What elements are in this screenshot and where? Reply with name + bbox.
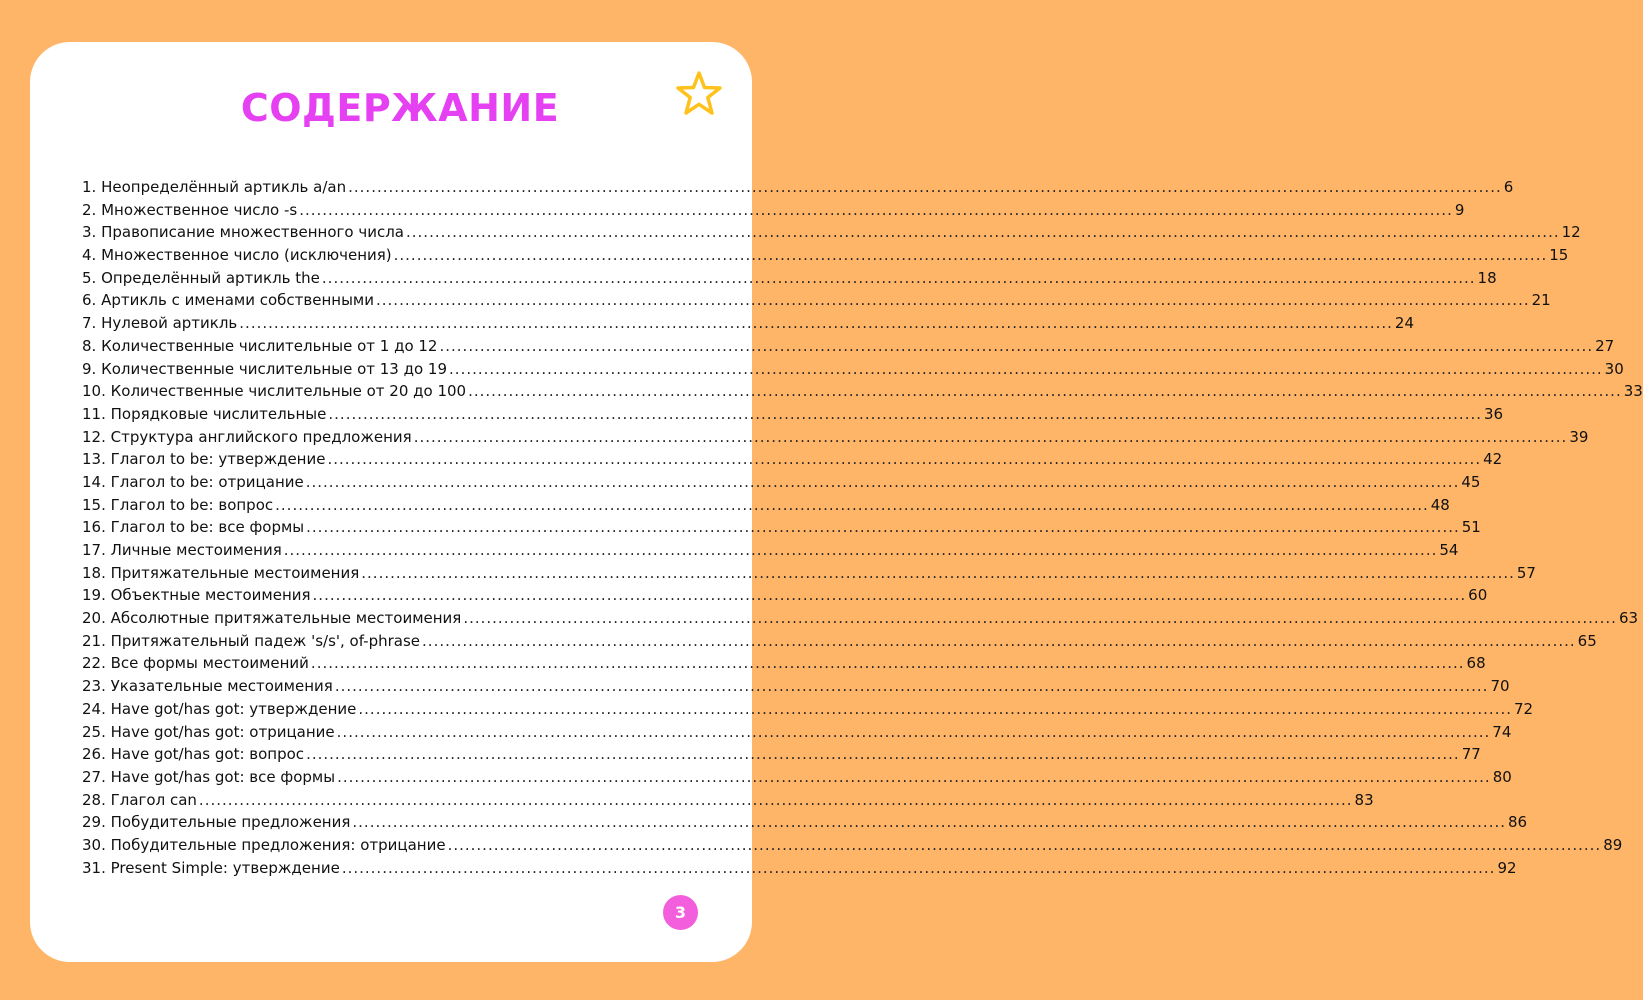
toc-dot-leader: ........................................................................................................................................................................................................ bbox=[348, 178, 1502, 196]
toc-entry-page: 86 bbox=[1508, 813, 1528, 832]
toc-entry-title: 20. Абсолютные притяжательные местоимения bbox=[82, 609, 462, 628]
toc-entry[interactable] bbox=[82, 246, 1569, 269]
toc-entry-title: 18. Притяжательные местоимения bbox=[82, 563, 360, 582]
toc-entry[interactable] bbox=[82, 541, 1459, 564]
toc-entry-title: 26. Have got/has got: вопрос bbox=[82, 745, 305, 764]
toc-entry[interactable] bbox=[82, 699, 1534, 723]
toc-dot-leader: ........................................................................................................................................................................................................ bbox=[321, 268, 1476, 287]
toc-dot-leader: ........................................................................................................................................................................................................ bbox=[468, 382, 1622, 401]
toc-entry-title: 31. Present Simple: утверждение bbox=[82, 858, 340, 877]
toc-entry-title: 25. Have got/has got: отрицание bbox=[82, 722, 335, 741]
toc-dot-leader: ........................................................................................................................................................................................................ bbox=[305, 472, 1460, 491]
page-title: СОДЕРЖАНИЕ bbox=[240, 86, 560, 130]
toc-entry[interactable] bbox=[82, 631, 1597, 655]
toc-entry-page: 15 bbox=[1549, 246, 1569, 265]
toc-entry[interactable] bbox=[82, 268, 1497, 292]
toc-entry-page: 77 bbox=[1461, 745, 1481, 764]
toc-entry[interactable] bbox=[82, 790, 1374, 814]
toc-entry[interactable] bbox=[82, 767, 1512, 791]
toc-entry-title: 21. Притяжательный падеж 's/s', of-phrase bbox=[82, 631, 421, 650]
toc-entry-page: 9 bbox=[1454, 200, 1465, 219]
toc-entry-page: 74 bbox=[1492, 722, 1512, 741]
toc-entry-page: 72 bbox=[1514, 699, 1534, 718]
table-of-contents bbox=[82, 178, 1643, 881]
toc-dot-leader: ........................................................................................................................................................................................................ bbox=[312, 586, 1467, 605]
toc-dot-leader: ........................................................................................................................................................................................................ bbox=[337, 767, 1491, 786]
toc-dot-leader: ........................................................................................................................................................................................................ bbox=[449, 359, 1603, 378]
toc-entry[interactable] bbox=[82, 609, 1639, 632]
toc-entry-title: 24. Have got/has got: утверждение bbox=[82, 699, 357, 718]
toc-entry[interactable] bbox=[82, 450, 1503, 473]
toc-entry-page: 54 bbox=[1439, 541, 1459, 559]
toc-entry-page: 21 bbox=[1531, 291, 1551, 310]
toc-entry-title: 30. Побудительные предложения: отрицание bbox=[82, 835, 446, 854]
toc-entry-page: 24 bbox=[1394, 314, 1414, 333]
toc-dot-leader: ........................................................................................................................................................................................................ bbox=[447, 835, 1602, 854]
toc-dot-leader: ........................................................................................................................................................................................................ bbox=[306, 518, 1460, 537]
toc-entry[interactable] bbox=[82, 427, 1589, 451]
toc-dot-leader: ........................................................................................................................................................................................................ bbox=[463, 609, 1617, 628]
toc-entry-title: 27. Have got/has got: все формы bbox=[82, 767, 336, 786]
toc-entry-page: 60 bbox=[1468, 586, 1488, 605]
toc-entry[interactable] bbox=[82, 654, 1486, 677]
toc-entry-title: 9. Количественные числительные от 13 до 19 bbox=[82, 359, 448, 378]
toc-dot-leader: ........................................................................................................................................................................................................ bbox=[328, 404, 1483, 423]
toc-dot-leader: ........................................................................................................................................................................................................ bbox=[358, 699, 1513, 718]
toc-entry-page: 83 bbox=[1354, 790, 1374, 809]
toc-entry-page: 39 bbox=[1569, 427, 1589, 446]
toc-entry[interactable] bbox=[82, 677, 1510, 700]
toc-dot-leader: ........................................................................................................................................................................................................ bbox=[406, 223, 1560, 242]
toc-entry-title: 17. Личные местоимения bbox=[82, 541, 282, 559]
toc-entry-title: 12. Структура английского предложения bbox=[82, 427, 412, 446]
toc-entry[interactable] bbox=[82, 563, 1536, 587]
toc-entry-page: 51 bbox=[1461, 518, 1481, 537]
toc-entry[interactable] bbox=[82, 495, 1450, 519]
toc-entry-page: 33 bbox=[1623, 382, 1643, 401]
toc-entry-page: 65 bbox=[1577, 631, 1597, 650]
toc-entry[interactable] bbox=[82, 472, 1481, 496]
toc-entry-title: 14. Глагол to be: отрицание bbox=[82, 472, 304, 491]
toc-dot-leader: ........................................................................................................................................................................................................ bbox=[352, 813, 1507, 832]
toc-entry-title: 7. Нулевой артикль bbox=[82, 314, 238, 333]
toc-dot-leader: ........................................................................................................................................................................................................ bbox=[310, 654, 1465, 673]
page-number-badge: 3 bbox=[663, 895, 698, 930]
toc-dot-leader: ........................................................................................................................................................................................................ bbox=[239, 314, 1393, 333]
toc-entry-page: 18 bbox=[1477, 268, 1497, 287]
toc-entry-page: 30 bbox=[1604, 359, 1624, 378]
toc-entry-title: 22. Все формы местоимений bbox=[82, 654, 309, 673]
toc-entry[interactable] bbox=[82, 200, 1465, 224]
toc-entry-title: 6. Артикль с именами собственными bbox=[82, 291, 374, 310]
toc-entry[interactable] bbox=[82, 518, 1481, 541]
toc-dot-leader: ........................................................................................................................................................................................................ bbox=[439, 336, 1594, 355]
toc-entry-title: 5. Определённый артикль the bbox=[82, 268, 320, 287]
toc-entry-page: 63 bbox=[1618, 609, 1639, 628]
toc-entry-title: 19. Объектные местоимения bbox=[82, 586, 311, 605]
toc-dot-leader: ........................................................................................................................................................................................................ bbox=[299, 200, 1453, 219]
toc-entry-page: 45 bbox=[1461, 472, 1481, 491]
toc-entry-page: 57 bbox=[1516, 563, 1536, 582]
toc-entry-page: 80 bbox=[1492, 767, 1512, 786]
toc-entry-title: 28. Глагол can bbox=[82, 790, 197, 809]
toc-entry[interactable] bbox=[82, 382, 1643, 405]
toc-entry-page: 36 bbox=[1484, 404, 1504, 423]
toc-entry-page: 6 bbox=[1503, 178, 1514, 196]
toc-entry-page: 70 bbox=[1490, 677, 1510, 696]
toc-dot-leader: ........................................................................................................................................................................................................ bbox=[422, 631, 1576, 650]
toc-entry-page: 92 bbox=[1497, 858, 1517, 877]
toc-entry-title: 2. Множественное число -s bbox=[82, 200, 298, 219]
toc-entry-page: 27 bbox=[1595, 336, 1615, 355]
toc-dot-leader: ........................................................................................................................................................................................................ bbox=[283, 541, 1438, 559]
toc-entry-title: 1. Неопределённый артикль a/an bbox=[82, 178, 347, 196]
toc-dot-leader: ........................................................................................................................................................................................................ bbox=[275, 495, 1429, 514]
toc-entry[interactable] bbox=[82, 745, 1481, 768]
toc-entry[interactable] bbox=[82, 404, 1504, 428]
toc-entry[interactable] bbox=[82, 858, 1517, 882]
toc-entry-page: 42 bbox=[1483, 450, 1503, 469]
toc-entry-title: 3. Правописание множественного числа bbox=[82, 223, 404, 242]
toc-entry-page: 12 bbox=[1561, 223, 1581, 242]
toc-entry[interactable] bbox=[82, 359, 1624, 383]
toc-entry-page: 48 bbox=[1430, 495, 1450, 514]
toc-entry[interactable] bbox=[82, 336, 1615, 360]
toc-entry[interactable] bbox=[82, 178, 1514, 201]
toc-dot-leader: ........................................................................................................................................................................................................ bbox=[306, 745, 1460, 764]
toc-entry[interactable] bbox=[82, 813, 1528, 836]
toc-entry[interactable] bbox=[82, 314, 1414, 337]
toc-entry-title: 8. Количественные числительные от 1 до 12 bbox=[82, 336, 438, 355]
toc-entry[interactable] bbox=[82, 291, 1551, 314]
toc-entry-title: 10. Количественные числительные от 20 до 100 bbox=[82, 382, 467, 401]
toc-dot-leader: ........................................................................................................................................................................................................ bbox=[393, 246, 1548, 265]
toc-entry-title: 29. Побудительные предложения bbox=[82, 813, 351, 832]
toc-dot-leader: ........................................................................................................................................................................................................ bbox=[327, 450, 1482, 469]
toc-entry-title: 4. Множественное число (исключения) bbox=[82, 246, 392, 265]
toc-dot-leader: ........................................................................................................................................................................................................ bbox=[413, 427, 1568, 446]
toc-entry[interactable] bbox=[82, 835, 1623, 859]
toc-entry-title: 11. Порядковые числительные bbox=[82, 404, 327, 423]
toc-entry-title: 15. Глагол to be: вопрос bbox=[82, 495, 274, 514]
toc-entry-page: 68 bbox=[1466, 654, 1486, 673]
toc-dot-leader: ........................................................................................................................................................................................................ bbox=[336, 722, 1491, 741]
toc-dot-leader: ........................................................................................................................................................................................................ bbox=[341, 858, 1496, 877]
toc-dot-leader: ........................................................................................................................................................................................................ bbox=[361, 563, 1515, 582]
toc-entry[interactable] bbox=[82, 586, 1488, 609]
toc-entry[interactable] bbox=[82, 223, 1581, 246]
toc-entry-title: 13. Глагол to be: утверждение bbox=[82, 450, 326, 469]
toc-dot-leader: ........................................................................................................................................................................................................ bbox=[376, 291, 1530, 310]
toc-entry[interactable] bbox=[82, 722, 1512, 746]
toc-dot-leader: ........................................................................................................................................................................................................ bbox=[198, 790, 1353, 809]
toc-entry-title: 23. Указательные местоимения bbox=[82, 677, 333, 696]
toc-dot-leader: ........................................................................................................................................................................................................ bbox=[334, 677, 1489, 696]
toc-entry-page: 89 bbox=[1603, 835, 1623, 854]
toc-entry-title: 16. Глагол to be: все формы bbox=[82, 518, 305, 537]
